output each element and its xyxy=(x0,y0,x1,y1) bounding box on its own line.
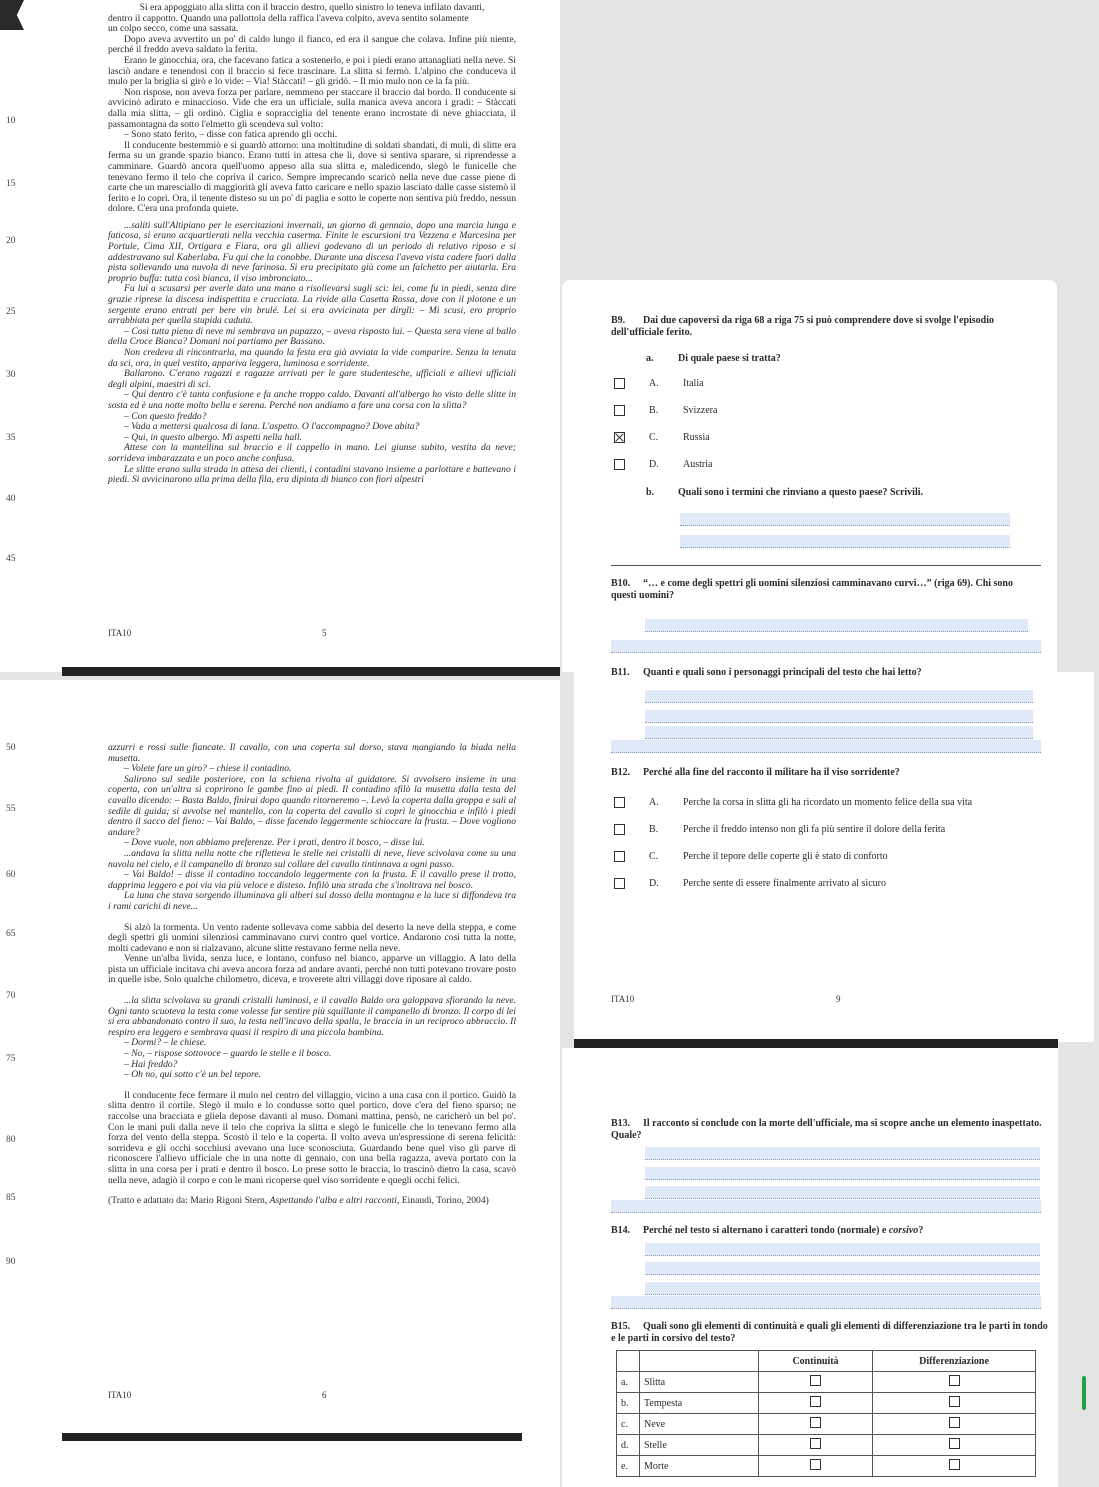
italic-paragraph: – Dormi? – le chiese. xyxy=(124,1037,207,1049)
question-b9 xyxy=(611,315,1041,339)
italic-paragraph: ...la slitta scivolava su grandi cristalli luminosi, e il cavallo Baldo ora galoppava sfiorando la neve. Ogni tanto scuoteva la testa come volesse far sentire più squillante il campanello di bronzo. Il corpo di lei si era abbandonato contro il suo, la testa nell'incavo della spalla, le braccia in un reciproco abbraccio. Il respiro era leggero e sembrava quasi il respiro di una piccola bambina. xyxy=(108,995,516,1038)
option-row[interactable] xyxy=(614,848,1054,864)
row-letter: a. xyxy=(617,1372,640,1393)
option-row[interactable] xyxy=(614,375,914,391)
line-number: 50 xyxy=(6,743,16,753)
italic-paragraph: – Così tutta piena di neve mi sembrava un pupazzo, – aveva risposto lui. – Questa sera viene al ballo della Croce Bianca? Domani noi partiamo per Bassano. xyxy=(108,325,516,348)
answer-line[interactable] xyxy=(645,1282,1040,1295)
checkbox-icon[interactable] xyxy=(810,1459,821,1470)
answer-line[interactable] xyxy=(611,640,1041,653)
checkbox-cell[interactable] xyxy=(873,1414,1036,1435)
option-letter: D. xyxy=(649,877,659,889)
italic-paragraph: Salirono sul sedile posteriore, con la schiena rivolta al guidatore. Si avvolsero insieme in una coperta, con un'altra si coprirono le gambe fino ai piedi. Il contadino sfilò la musetta dalla testa del cavallo dicendo: – Basta Baldo, finirai dopo quando ritorneremo –. Levò la coperta dalla groppa e salì al sedile di guida; si avvolse nel mantello, con la coperta del cavallo si coprì le ginocchia e infilò i piedi dentro il sacco del fieno: – Vai Baldo, – disse facendo leggermente schioccare la frusta. – Dove vogliono andare? xyxy=(108,773,516,838)
answer-line[interactable] xyxy=(645,690,1033,703)
checkbox-icon[interactable] xyxy=(614,459,625,470)
line-number: 40 xyxy=(6,494,16,504)
table-header-empty xyxy=(640,1351,759,1372)
answer-line[interactable] xyxy=(645,710,1033,723)
row-letter: d. xyxy=(617,1435,640,1456)
source-citation xyxy=(108,1196,516,1207)
line-number: 25 xyxy=(6,307,16,317)
checkbox-icon[interactable] xyxy=(949,1438,960,1449)
option-letter: B. xyxy=(649,823,659,835)
page-divider-bar xyxy=(574,1039,1058,1048)
checkbox-cell[interactable] xyxy=(873,1456,1036,1477)
option-row[interactable] xyxy=(614,456,914,472)
answer-line[interactable] xyxy=(680,535,1010,548)
italic-paragraph: La luna che stava sorgendo illuminava gli alberi sul dosso della montagna e la luce si diffondeva tra i rami carichi di neve... xyxy=(108,890,516,912)
answer-line[interactable] xyxy=(645,1186,1040,1199)
italic-paragraph: – Qui, in questo albergo. Mi aspetti nella hall. xyxy=(124,431,302,443)
table-header-continuity: Continuità xyxy=(759,1351,873,1372)
table-header-difference: Differenziazione xyxy=(873,1351,1036,1372)
b12-options xyxy=(614,794,1054,891)
question-number: B11. xyxy=(611,667,630,678)
table-row xyxy=(617,1435,1036,1456)
sub-letter: a. xyxy=(646,353,654,364)
page-5 xyxy=(0,0,560,672)
sub-text: Di quale paese si tratta? xyxy=(678,353,781,364)
checkbox-icon[interactable] xyxy=(614,878,625,889)
checkbox-icon[interactable] xyxy=(949,1417,960,1428)
question-text: Il racconto si conclude con la morte dell'ufficiale, ma si scopre anche un elemento inaspettato. Quale? xyxy=(611,1118,1042,1141)
line-number: 35 xyxy=(6,433,16,443)
page5-text-block xyxy=(108,3,516,486)
checkbox-cell[interactable] xyxy=(759,1393,873,1414)
paragraph: – Sono stato ferito, – disse con fatica aprendo gli occhi. xyxy=(124,129,338,141)
italic-paragraph: ...andava la slitta nella notte che rifletteva le stelle nei cristalli di neve, lieve scivolava come su una nuvola nel cielo, e il campanello di bronzo sul collare del cavallo tintinnava a ogni passo. xyxy=(108,847,516,870)
line-number: 90 xyxy=(6,1257,16,1267)
question-number: B15. xyxy=(611,1321,631,1332)
option-letter: B. xyxy=(649,404,659,416)
line-number: 85 xyxy=(6,1193,16,1203)
checkbox-cell[interactable] xyxy=(759,1435,873,1456)
continuity-table xyxy=(616,1350,1036,1477)
bookmark-bar-icon xyxy=(1082,1376,1086,1410)
page-divider-bar xyxy=(62,667,560,676)
question-b13 xyxy=(611,1118,1046,1142)
source-prefix: (Tratto e adattato da: Mario Rigoni Stern, xyxy=(108,1195,270,1207)
line-number: 75 xyxy=(6,1054,16,1064)
option-row[interactable] xyxy=(614,402,914,418)
question-number: B10. xyxy=(611,578,631,589)
footer-page-number: 6 xyxy=(322,1390,327,1400)
option-letter: A. xyxy=(649,796,659,808)
line-number: 10 xyxy=(6,116,16,126)
footer-page-number: 9 xyxy=(836,994,841,1004)
checkbox-icon[interactable] xyxy=(614,405,625,416)
option-letter: C. xyxy=(649,431,659,443)
table-row xyxy=(617,1456,1036,1477)
question-text: Dai due capoversi da riga 68 a riga 75 si può comprendere dove si svolge l'episodio dell'ufficiale ferito. xyxy=(611,315,995,338)
answer-line[interactable] xyxy=(680,513,1010,526)
row-label: Slitta xyxy=(640,1372,759,1393)
line-number: 15 xyxy=(6,179,16,189)
table-header-row xyxy=(617,1351,1036,1372)
paragraph: Il conducente fece fermare il mulo nel centro del villaggio, vicino a una casa con il portico. Guidò la slitta dentro il cortile. Slegò il mulo e lo condusse sotto quel portico, dove c'era del fieno sparso; ne raccolse una bracciata e gliela depose davanti al muso. Domani mattina, pensò, ne caricherò un bel po'. Con le mani puli dalla neve il telo che copriva la slitta e slegò le funicelle che lo tenevano fermo alla forza del vento della steppa. Scostò il telo e la coperta. Il volto aveva un'espressione di serena felicità: sorrideva e gli occhi socchiusi avevano una luce sconosciuta. Guardando bene quel viso gli parve di riconoscere l'allievo ufficiale che in una notte di gennaio, con una bella ragazza, aveva portato con la slitta in una corsa per i prati e dentro il bosco. Lo prese sotto le braccia, lo trascinò dietro la casa, scavò nella neve, adagiò il corpo e con le mani ricoperse quel viso sorridente e quegli occhi felici. xyxy=(108,1089,516,1186)
italic-paragraph: – Hai freddo? xyxy=(124,1058,178,1070)
question-b14 xyxy=(611,1225,1046,1237)
checkbox-cell[interactable] xyxy=(873,1435,1036,1456)
line-number: 80 xyxy=(6,1135,16,1145)
question-b15 xyxy=(611,1321,1049,1345)
option-letter: C. xyxy=(649,850,659,862)
checkbox-icon[interactable] xyxy=(810,1396,821,1407)
option-text: Perche la corsa in slitta gli ha ricordato un momento felice della sua vita xyxy=(683,796,973,808)
line-number: 45 xyxy=(6,554,16,564)
question-text: Quanti e quali sono i personaggi principali del testo che hai letto? xyxy=(643,667,922,678)
checkbox-cell[interactable] xyxy=(759,1372,873,1393)
paragraph: Non rispose, non aveva forza per parlare, nemmeno per staccare il braccio dal bordo. Il conducente si avvicinò adirato e minaccioso. Vide che era un ufficiale, sulla manica aveva ancora i gradi: – Stàccati dalla mia slitta, – gli ordinò. Ciglia e sopracciglia del tenente erano incrostate di neve ghiacciata, il passamontagna da sotto l'elmetto gli scendeva sul volto: xyxy=(108,86,516,130)
footer-page-number: 5 xyxy=(322,628,327,638)
answer-line[interactable] xyxy=(645,1243,1040,1256)
footer-code: ITA10 xyxy=(108,628,132,638)
italic-paragraph: Fu lui a scusarsi per averle dato una mano a risollevarsi sugli sci: lei, come fu in piedi, senza dire grazie riprese la discesa indispettita e crucciata. La rivide alla Casetta Rossa, dove con il plotone e un sergente erano entrati per bere vin brulé. Lei si era avvicinata per dirgli: – Mi scusi, ero proprio arrabbiata per quella stupida caduta. xyxy=(108,283,516,327)
subquestion-a xyxy=(646,353,781,364)
option-letter: D. xyxy=(649,458,659,470)
line-number: 30 xyxy=(6,370,16,380)
option-row[interactable] xyxy=(614,794,1054,810)
question-b11 xyxy=(611,667,1041,679)
italic-paragraph: azzurri e rossi sulle fiancate. Il cavallo, con una coperta sul dorso, stava mangiando la biada nella musetta. xyxy=(108,742,516,764)
paragraph: Venne un'alba livida, senza luce, e lontano, confuso nel bianco, apparve un villaggio. A lato della pista un ufficiale incitava chi aveva ancora forza ad andare avanti, perché non tutti potevano trovare posto in quelle isbe. Solo qualche chilometro, diceva, e troverete altri villaggi dove riposare al caldo. xyxy=(108,953,516,986)
option-row[interactable] xyxy=(614,821,1054,837)
option-text: Perche il tepore delle coperte gli è stato di conforto xyxy=(683,850,888,862)
source-suffix: , Einaudi, Torino, 2004) xyxy=(396,1195,489,1207)
question-number: B12. xyxy=(611,767,631,778)
answer-line[interactable] xyxy=(611,740,1041,753)
row-letter: e. xyxy=(617,1456,640,1477)
b9-options xyxy=(614,375,914,472)
question-number: B14. xyxy=(611,1225,631,1236)
answer-line[interactable] xyxy=(611,1296,1041,1309)
checkbox-icon[interactable] xyxy=(949,1375,960,1386)
checkbox-icon[interactable] xyxy=(614,851,625,862)
row-label: Stelle xyxy=(640,1435,759,1456)
option-text: Perche il freddo intenso non gli fa più sentire il dolore della ferita xyxy=(683,823,946,835)
italic-paragraph: ...saliti sull'Altipiano per le esercitazioni invernali, un giorno di gennaio, dopo una marcia lunga e faticosa, si erano acquartierati nella vecchia caserma. Finite le escursioni tra Vezzena e Marcesina per Portule, Cima XII, Ortigara e Fiara, ora gli allievi godevano di un periodo di relativo riposo e si addestravano sul Kaberlaba. Fu qui che la conobbe. Durante una discesa l'aveva vista cadere fuori dalla pista sollevando una nuvola di neve farinosa. Si era precipitato giù come un falchetto per aiutarla. Era proprio buffa: tutta così bianca, il viso imbronciato... xyxy=(108,219,516,284)
option-text: Svizzera xyxy=(683,404,718,416)
text-line: un colpo secco, come una sassata. xyxy=(108,23,239,35)
row-label: Tempesta xyxy=(640,1393,759,1414)
separator xyxy=(611,565,1041,566)
checkbox-cell[interactable] xyxy=(873,1372,1036,1393)
text-line: dentro il cappotto. Quando una pallottola della raffica l'aveva colpito, aveva sentito solamente xyxy=(108,12,469,24)
option-text: Russia xyxy=(683,431,710,443)
checkbox-cell[interactable] xyxy=(759,1456,873,1477)
italic-paragraph: – Vada a mettersi qualcosa di lana. L'aspetto. O l'accompagno? Dove abita? xyxy=(124,421,420,433)
italic-paragraph: Non credeva di rincontrarla, ma quando la festa era già avviata la vide comparire. Senza la tenuta da sci, ora, in quel vestito, appariva leggera, luminosa e sorridente. xyxy=(108,347,516,369)
checkbox-cell[interactable] xyxy=(873,1393,1036,1414)
italic-paragraph: – No, – rispose sottovoce – guardo le stelle e il bosco. xyxy=(124,1048,332,1060)
line-number: 20 xyxy=(6,236,16,246)
page-6 xyxy=(0,680,560,1487)
table-row xyxy=(617,1393,1036,1414)
paragraph: Si alzò la tormenta. Un vento radente sollevava come sabbia del deserto la neve della steppa, e come degli spettri gli uomini silenziosi camminavano curvi contro quel vortice. Andarono così tutta la notte, molti cadevano e non si rialzavano, alcune slitte restavano ferme nella neve. xyxy=(108,921,516,954)
footer-code: ITA10 xyxy=(108,1390,132,1400)
question-b12 xyxy=(611,767,1041,779)
question-text-prefix: Perché nel testo si alternano i caratteri tondo (normale) e xyxy=(643,1225,889,1236)
line-number: 65 xyxy=(6,929,16,939)
question-b10 xyxy=(611,578,1041,602)
paragraph: Dopo aveva avvertito un po' di caldo lungo il fianco, ed era il sangue che colava. Infine più niente, perché il freddo aveva saldato la ferita. xyxy=(108,33,516,56)
checkbox-icon[interactable] xyxy=(810,1417,821,1428)
checkbox-icon[interactable] xyxy=(949,1459,960,1470)
question-text: “… e come degli spettri gli uomini silenziosi camminavano curvi…” (riga 69). Chi sono questi uomini? xyxy=(611,578,1013,601)
question-number: B13. xyxy=(611,1118,631,1129)
question-number: B9. xyxy=(611,315,626,326)
footer-code: ITA10 xyxy=(611,994,635,1004)
table-row xyxy=(617,1414,1036,1435)
checkbox-icon[interactable] xyxy=(614,824,625,835)
answer-line[interactable] xyxy=(645,1147,1040,1160)
subquestion-b xyxy=(646,487,923,498)
sub-letter: b. xyxy=(646,487,655,498)
line-number: 55 xyxy=(6,804,16,814)
question-text-suffix: ? xyxy=(918,1225,924,1236)
italic-paragraph: Le slitte erano sulla strada in attesa dei clienti, i contadini stavano insieme a parlottare e battevano i piedi. Si avvicinarono alla prima della fila, era dipinta di bianco con fiori alpestri xyxy=(108,463,516,486)
page-divider-bar xyxy=(62,1433,522,1441)
text-line: Si era appoggiato alla slitta con il braccio destro, quello sinistro lo teneva infilato davanti, xyxy=(139,2,485,13)
option-text: Italia xyxy=(683,377,704,389)
italic-paragraph: Attese con la mantellina sul braccio e il cappello in mano. Lei giunse subito, vestita da neve; sorrideva imbarazzata e un poco anche confusa. xyxy=(108,442,516,464)
sub-text: Quali sono i termini che rinviano a questo paese? Scrivili. xyxy=(678,487,924,498)
question-text-italic: corsivo xyxy=(888,1225,919,1236)
answer-line[interactable] xyxy=(645,1262,1040,1275)
line-number: 60 xyxy=(6,870,16,880)
line-number: 70 xyxy=(6,991,16,1001)
row-letter: b. xyxy=(617,1393,640,1414)
option-letter: A. xyxy=(649,377,659,389)
italic-paragraph: – Volete fare un giro? – chiese il contadino. xyxy=(124,763,292,775)
option-row[interactable] xyxy=(614,429,914,445)
option-text: Austria xyxy=(683,458,713,470)
answer-line[interactable] xyxy=(645,1167,1040,1180)
checkbox-cell[interactable] xyxy=(759,1414,873,1435)
italic-paragraph: – Qui dentro c'è tanta confusione e fa anche troppo caldo. Davanti all'albergo ho visto delle slitte in sosta ed è una notte molto bella e serena. Perché non andiamo a fare una corsa con la slitta? xyxy=(108,389,516,411)
table-header-empty xyxy=(617,1351,640,1372)
checkbox-icon[interactable] xyxy=(810,1375,821,1386)
italic-paragraph: – Vai Baldo! – disse il contadino toccandolo leggermente con la frusta. E il cavallo prese il trotto, dapprima leggero e poi via via più veloce e disteso. Infilò una strada che s'inoltrava nel bosco. xyxy=(108,869,516,891)
checkbox-icon[interactable] xyxy=(614,378,625,389)
option-text: Perche sente di essere finalmente arrivato al sicuro xyxy=(683,877,886,889)
italic-paragraph: Ballarono. C'erano ragazzi e ragazze arrivati per le gare studentesche, ufficiali e allievi ufficiali degli alpini, maestri di sci. xyxy=(108,368,516,390)
answer-line[interactable] xyxy=(645,726,1033,739)
row-label: Morte xyxy=(640,1456,759,1477)
checkbox-icon[interactable] xyxy=(614,797,625,808)
question-text: Quali sono gli elementi di continuità e quali gli elementi di differenziazione tra le parti in tondo e le parti in corsivo del testo? xyxy=(611,1321,1048,1344)
checkbox-icon[interactable] xyxy=(949,1396,960,1407)
row-letter: c. xyxy=(617,1414,640,1435)
italic-paragraph: – Con questo freddo? xyxy=(124,410,207,422)
paragraph: Erano le ginocchia, ora, che facevano fatica a sostenerlo, e poi i piedi erano attanagliati nella neve. Si lasciò andare e tenendosi con il braccio si fece trascinare. La slitta si fermò. L'alpino che conduceva il mulo per la briglia si girò e lo vide: – Via! Stàccati! – gli gridò. – Il mio mulo non ce la fa più. xyxy=(108,54,516,88)
source-title: Aspettando l'alba e altri racconti xyxy=(269,1195,397,1207)
checkbox-icon[interactable] xyxy=(810,1438,821,1449)
checkbox-checked-icon[interactable] xyxy=(614,432,625,443)
row-label: Neve xyxy=(640,1414,759,1435)
page6-text-block xyxy=(108,743,516,1207)
paragraph: Il conducente bestemmiò e si guardò attorno: una moltitudine di soldati sbandati, di muli, di slitte era ferma su un grande spazio bianco. Erano tutti in attesa che lì, dove si sentiva sparare, si riprendesse a camminare. Guardò ancora quell'uomo appeso alla sua slitta e, maledicendo, slegò le funicelle che tenevano fermo il telo che copriva il carico. Sempre imprecando scaricò nella neve due casse piene di carte che un maresciallo di maggiorità gli aveva fatto caricare e nello spazio lasciato dalle casse sistemò il ferito e lo coprì. Ora, il tenente disteso su un po' di paglia e sotto le coperte non sentiva più freddo, nessun dolore. C'era una profonda quiete. xyxy=(108,139,516,215)
option-row[interactable] xyxy=(614,875,1054,891)
page-corner-marker xyxy=(0,0,24,30)
answer-line[interactable] xyxy=(645,619,1028,632)
italic-paragraph: – Dove vuole, non abbiamo preferenze. Per i prati, dentro il bosco, – disse lui. xyxy=(124,837,425,849)
italic-paragraph: – Oh no, qui sotto c'è un bel tepore. xyxy=(124,1069,262,1081)
table-row xyxy=(617,1372,1036,1393)
question-text: Perché alla fine del racconto il militare ha il viso sorridente? xyxy=(643,767,900,778)
answer-line[interactable] xyxy=(611,1200,1041,1213)
